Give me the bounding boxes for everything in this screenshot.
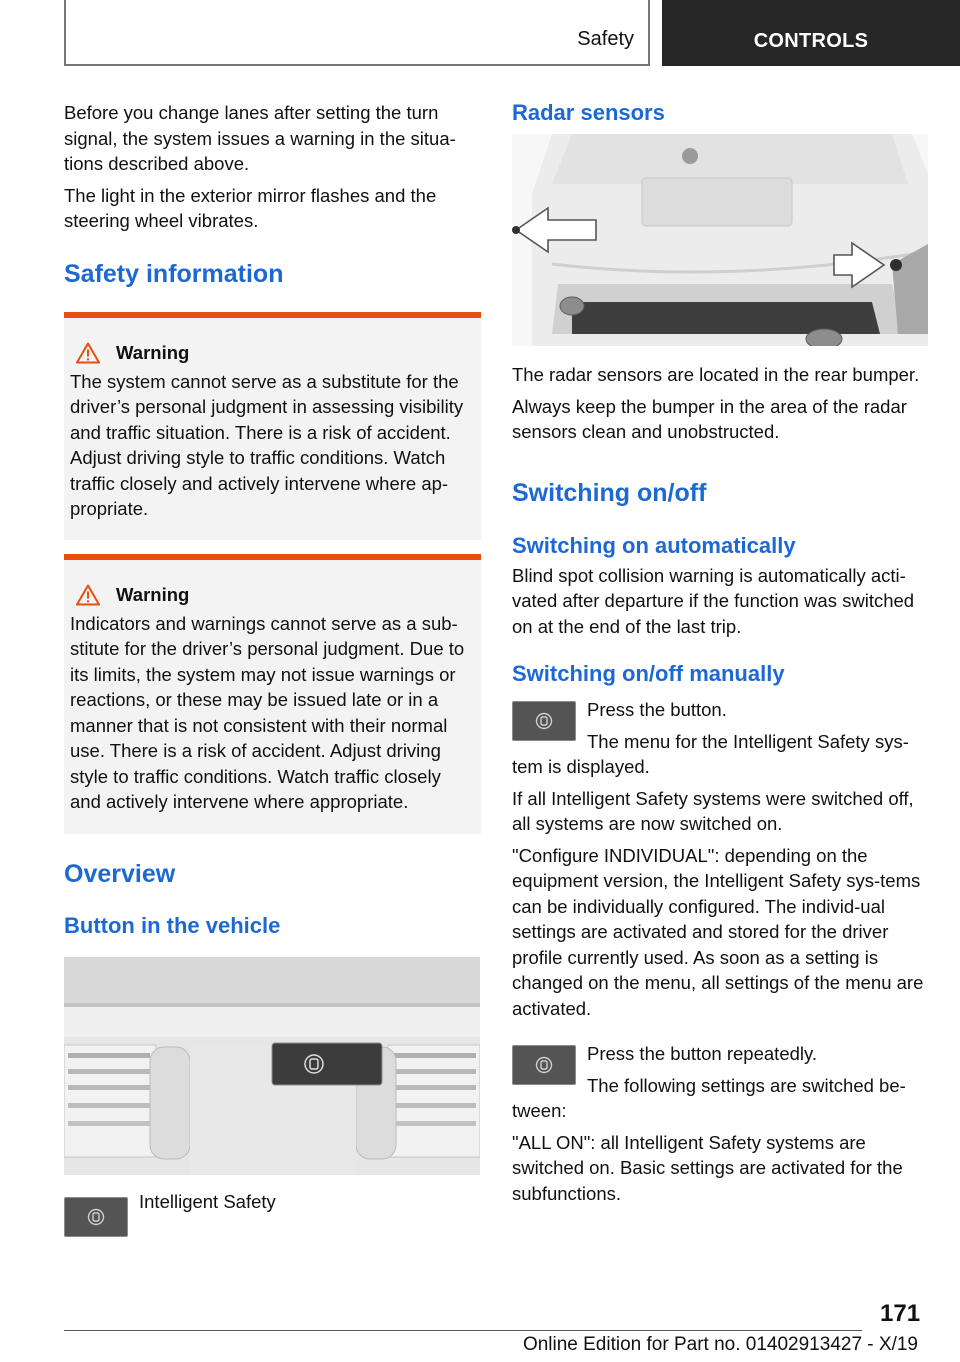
radar-sensors-heading: Radar sensors — [512, 100, 665, 125]
footer-divider — [64, 1330, 862, 1331]
manual-step-1 — [512, 697, 928, 780]
rear-bumper-image — [512, 134, 928, 346]
button-in-vehicle-heading: Button in the vehicle — [64, 912, 281, 938]
switching-on-automatically-heading: Switching on automatically — [512, 532, 796, 558]
button-caption-row — [64, 1190, 481, 1235]
warning-title-2: Warning — [116, 583, 190, 605]
radar-text-2: Always keep the bumper in the area of the radar sensors clean and unobstructed. — [512, 395, 907, 442]
intelligent-safety-icon — [535, 712, 553, 730]
left-column — [64, 100, 481, 1235]
manual-step-2-line-c: tween: — [512, 1100, 567, 1121]
manual-step-2 — [512, 1041, 928, 1124]
warning-triangle-icon — [76, 584, 100, 606]
intro-paragraph-2: The light in the exterior mirror flashes and the steering wheel vibrates. — [64, 184, 437, 231]
header-chapter-label: CONTROLS — [753, 30, 869, 52]
manual-para-1: If all Intelligent Safety systems were switched off, all systems are now switched on. — [512, 787, 914, 834]
manual-step-2-line-a: Press the button repeatedly. — [587, 1043, 818, 1064]
warning-box-2 — [64, 554, 481, 834]
right-column — [512, 100, 928, 1212]
warning-triangle-icon — [76, 342, 100, 364]
warning-text-2: Indicators and warnings cannot serve as a sub-stitute for the driver’s personal judgment. Due to its limits, the system may not issue warnings or reactions, or these may be issued late or in a manner that is not consistent with their normal use. There is a risk of accident. Adjust driving style to traffic conditions. Watch traffic closely and actively intervene where appropriate. — [70, 612, 465, 812]
warning-title-1: Warning — [116, 341, 190, 363]
intro-paragraph-1: Before you change lanes after setting the turn signal, the system issues a warning in the situa-tions described above. — [64, 102, 456, 174]
warning-header-1 — [70, 342, 475, 364]
manual-step-1-line-a: Press the button. — [587, 699, 727, 720]
warning-header-2 — [70, 584, 475, 606]
warning-text-1: The system cannot serve as a substitute for the driver’s personal judgment in assessing visibility and traffic situation. There is a risk of accident. Adjust driving style to traffic conditions. Watch traffic closely and actively intervene where ap-propriate. — [70, 370, 464, 519]
intelligent-safety-icon — [87, 1208, 105, 1226]
manual-para-2: "Configure INDIVIDUAL": depending on the equipment version, the Intelligent Safety sys-tems can be individually configured. The individ-ual settings are activated and stored for the driver profile currently used. As soon as a setting is changed on the menu, all settings of the menu are activated. — [512, 844, 924, 1019]
manual-step-1-line-b: The menu for the Intelligent Safety sys- — [587, 730, 909, 752]
intelligent-safety-button[interactable] — [512, 1045, 576, 1085]
warning-box-1 — [64, 312, 481, 540]
manual-step-1-line-c: tem is displayed. — [512, 756, 650, 777]
manual-step-2-line-b: The following settings are switched be- — [587, 1074, 906, 1096]
overview-heading: Overview — [64, 859, 176, 888]
header-section-title: Safety — [577, 28, 634, 50]
switching-on-off-heading: Switching on/off — [512, 478, 707, 507]
dashboard-button-image — [64, 957, 480, 1175]
manual-para-3: "ALL ON": all Intelligent Safety systems are switched on. Basic settings are activated for the subfunctions. — [512, 1131, 903, 1204]
intelligent-safety-button[interactable] — [512, 701, 576, 741]
auto-text: Blind spot collision warning is automatically acti-vated after departure if the function was switched on at the end of the last trip. — [512, 564, 915, 637]
safety-information-heading: Safety information — [64, 259, 284, 288]
button-caption: Intelligent Safety — [139, 1190, 276, 1212]
header-chapter-tab[interactable] — [662, 0, 960, 66]
header-section-box — [64, 0, 650, 66]
page-number: 171 — [880, 1300, 921, 1327]
radar-text-1: The radar sensors are located in the rear bumper. — [512, 364, 920, 385]
intelligent-safety-icon — [535, 1056, 553, 1074]
switching-manually-heading: Switching on/off manually — [512, 661, 785, 686]
intelligent-safety-button[interactable] — [64, 1197, 128, 1237]
footer-edition: Online Edition for Part no. 01402913427 - X/19 — [522, 1334, 918, 1355]
